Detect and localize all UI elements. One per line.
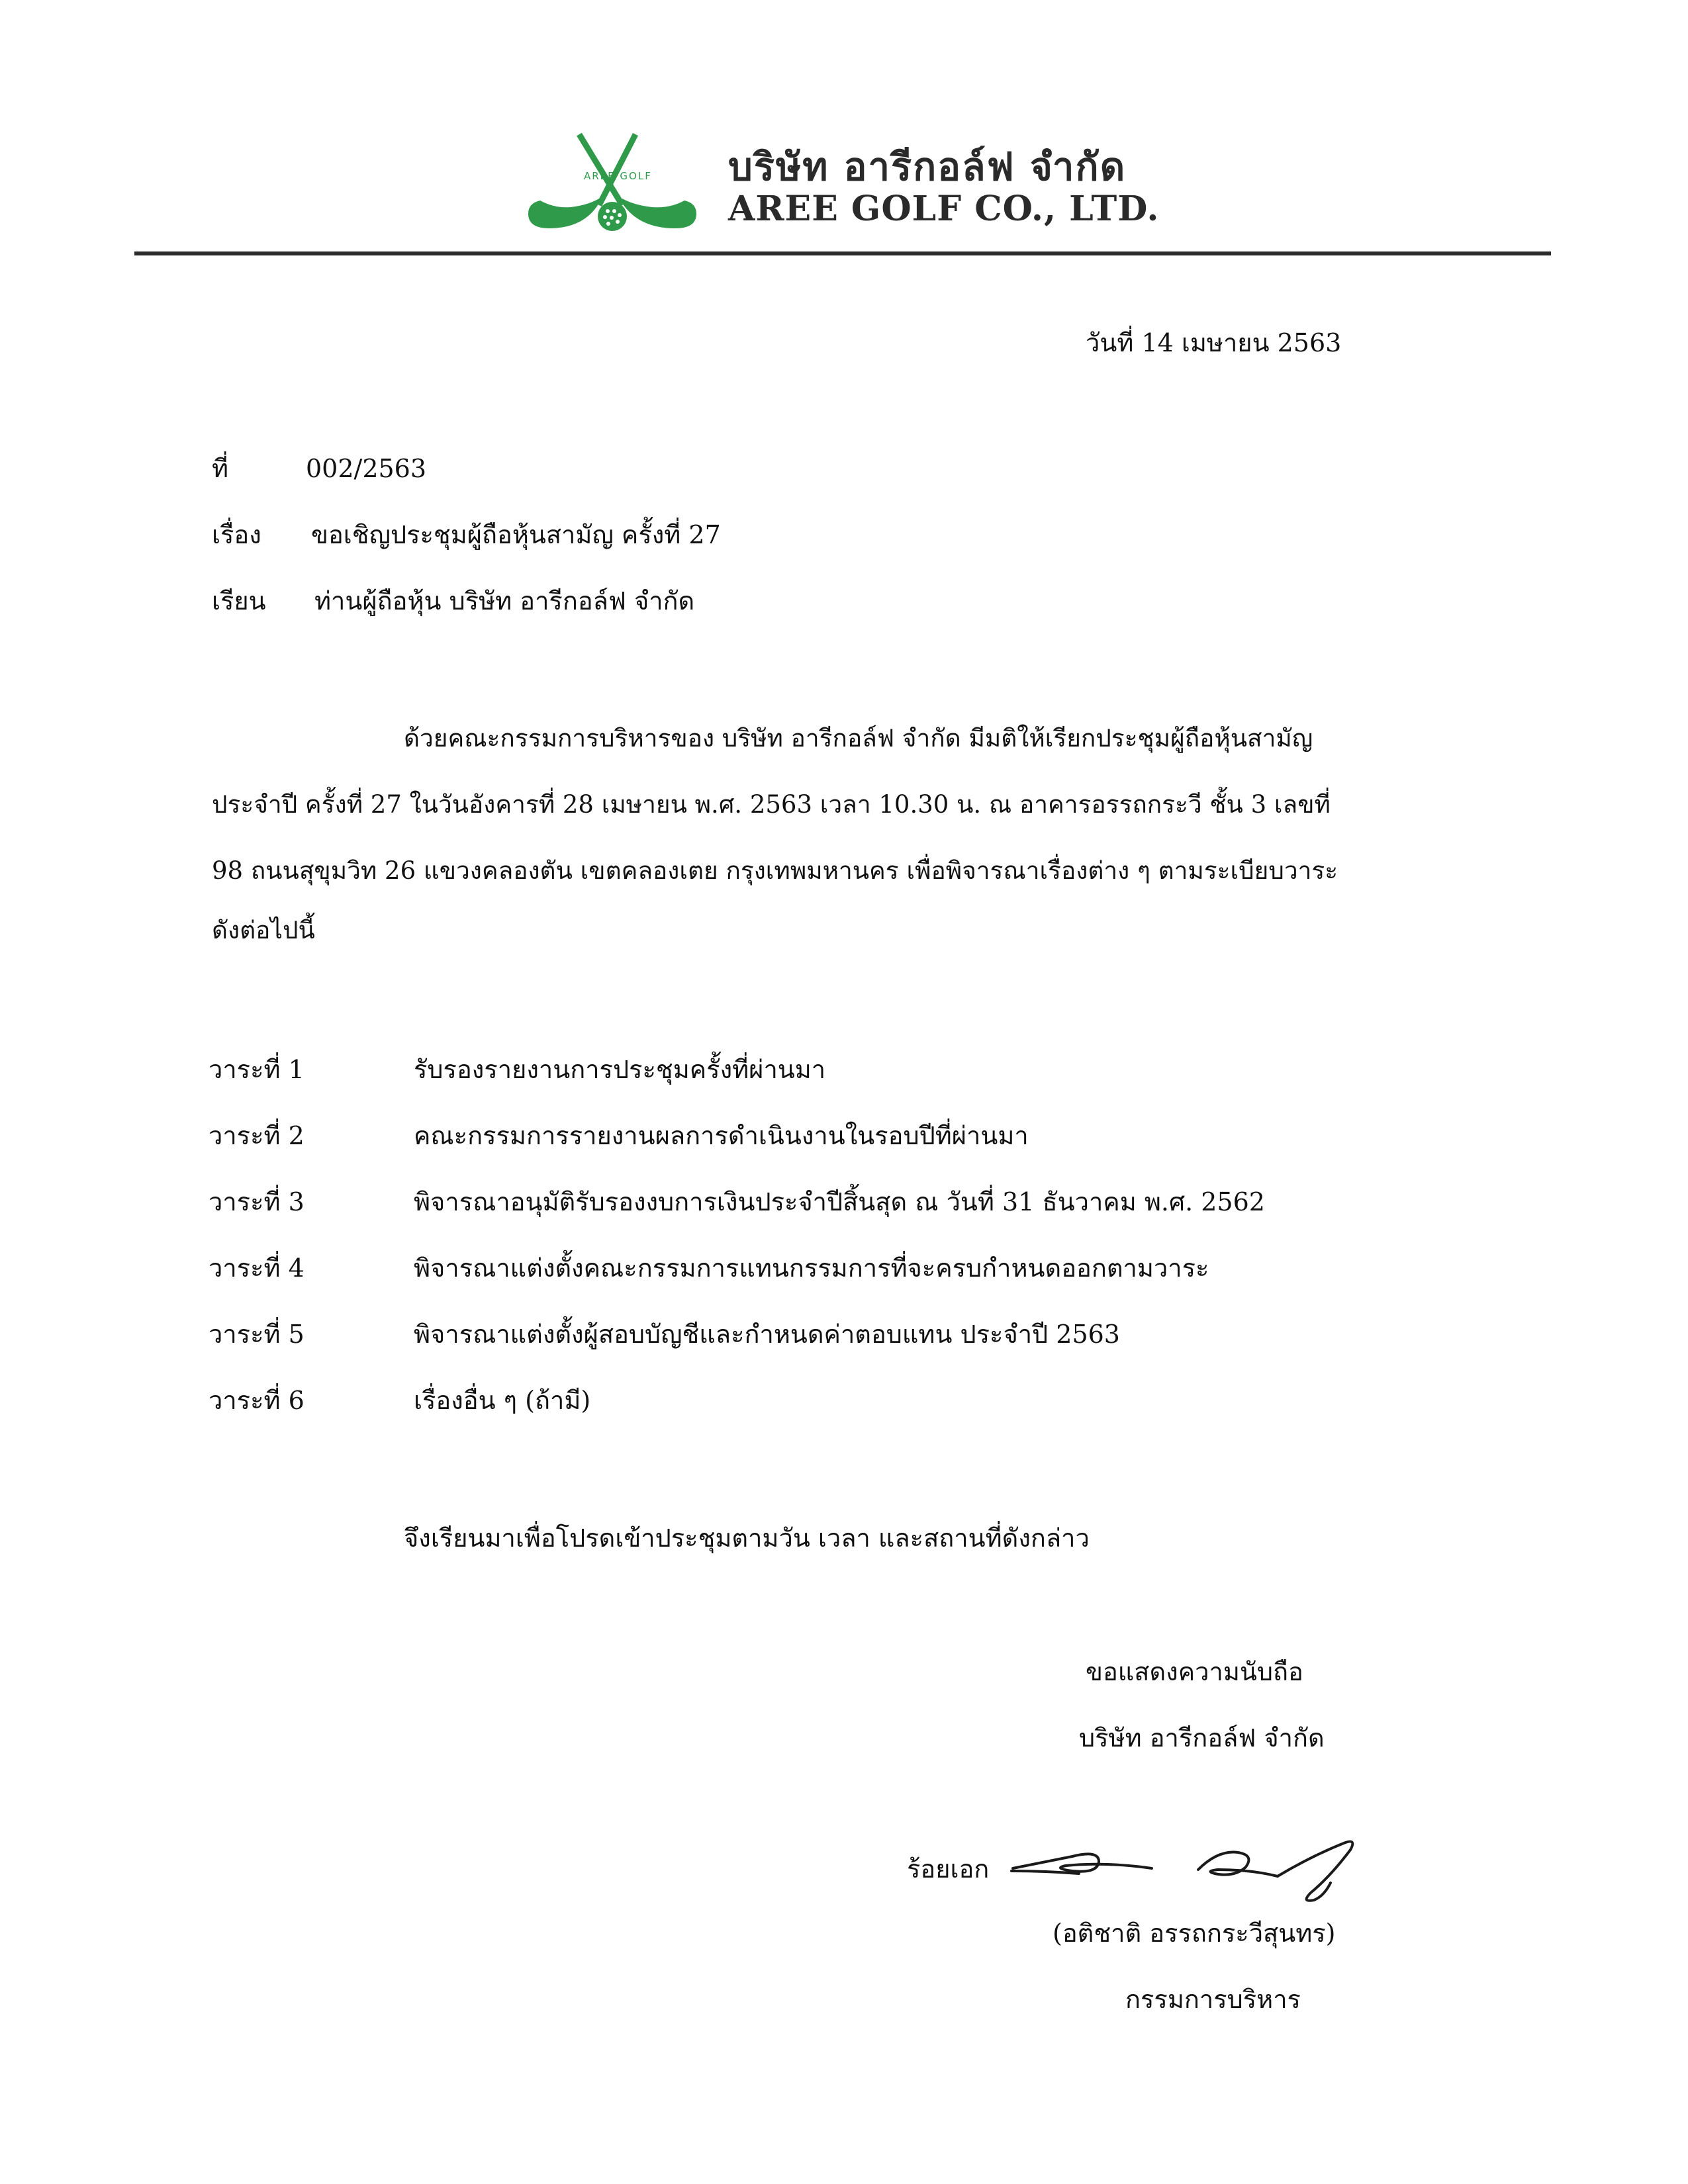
signatory-title: กรรมการบริหาร — [1125, 1985, 1301, 2014]
signatory-name: (อติชาติ อรรถกระวีสุนทร) — [1053, 1919, 1336, 1948]
body-line-4: ดังต่อไปนี้ — [212, 916, 315, 944]
reference-label: ที่ — [212, 454, 229, 483]
recipient-text: ท่านผู้ถือหุ้น บริษัท อารีกอล์ฟ จำกัด — [314, 586, 695, 615]
signoff-company: บริษัท อารีกอล์ฟ จำกัด — [1079, 1723, 1325, 1752]
logo-text: AREE GOLF — [584, 170, 652, 182]
agenda-number: วาระที่ 2 — [209, 1121, 305, 1150]
letter-date: วันที่ 14 เมษายน 2563 — [1086, 328, 1342, 357]
agenda-item: คณะกรรมการรายงานผลการดำเนินงานในรอบปีที่ผ่านมา — [414, 1121, 1029, 1150]
company-logo — [523, 129, 702, 242]
agenda-item: พิจารณาแต่งตั้งผู้สอบบัญชีและกำหนดค่าตอบแทน ประจำปี 2563 — [414, 1320, 1120, 1349]
handwritten-signature — [1000, 1830, 1383, 1916]
agenda-number: วาระที่ 4 — [209, 1253, 305, 1283]
agenda-number: วาระที่ 3 — [209, 1187, 305, 1216]
agenda-item: พิจารณาแต่งตั้งคณะกรรมการแทนกรรมการที่จะครบกำหนดออกตามวาระ — [414, 1253, 1209, 1283]
body-line-1: ด้วยคณะกรรมการบริหารของ บริษัท อารีกอล์ฟ จำกัด มีมติให้เรียกประชุมผู้ถือหุ้นสามัญ — [404, 724, 1313, 752]
company-name-thai: บริษัท อารีกอล์ฟ จำกัด — [728, 144, 1127, 189]
body-line-3: 98 ถนนสุขุมวิท 26 แขวงคลองตัน เขตคลองเตย กรุงเทพมหานคร เพื่อพิจารณาเรื่องต่าง ๆ ตามระเบียบวาระ — [212, 856, 1338, 885]
letterhead-divider — [134, 251, 1551, 255]
subject-text: ขอเชิญประชุมผู้ถือหุ้นสามัญ ครั้งที่ 27 — [311, 520, 721, 549]
closing-sentence: จึงเรียนมาเพื่อโปรดเข้าประชุมตามวัน เวลา และสถานที่ดังกล่าว — [404, 1524, 1090, 1553]
agenda-item: พิจารณาอนุมัติรับรองงบการเงินประจำปีสิ้นสุด ณ วันที่ 31 ธันวาคม พ.ศ. 2562 — [414, 1187, 1265, 1216]
subject-label: เรื่อง — [212, 520, 261, 549]
body-line-2: ประจำปี ครั้งที่ 27 ในวันอังคารที่ 28 เมษายน พ.ศ. 2563 เวลา 10.30 น. ณ อาคารอรรถกระวี ชั้น 3 เลขที่ — [212, 790, 1331, 819]
complimentary-close: ขอแสดงความนับถือ — [1086, 1657, 1303, 1686]
agenda-item: รับรองรายงานการประชุมครั้งที่ผ่านมา — [414, 1055, 826, 1084]
signatory-rank: ร้อยเอก — [907, 1854, 990, 1884]
company-name-english: AREE GOLF CO., LTD. — [728, 189, 1160, 229]
reference-number: 002/2563 — [306, 454, 427, 483]
recipient-label: เรียน — [212, 586, 266, 615]
agenda-number: วาระที่ 5 — [209, 1320, 305, 1349]
agenda-item: เรื่องอื่น ๆ (ถ้ามี) — [414, 1386, 591, 1415]
agenda-number: วาระที่ 1 — [209, 1055, 305, 1084]
agenda-number: วาระที่ 6 — [209, 1386, 305, 1415]
